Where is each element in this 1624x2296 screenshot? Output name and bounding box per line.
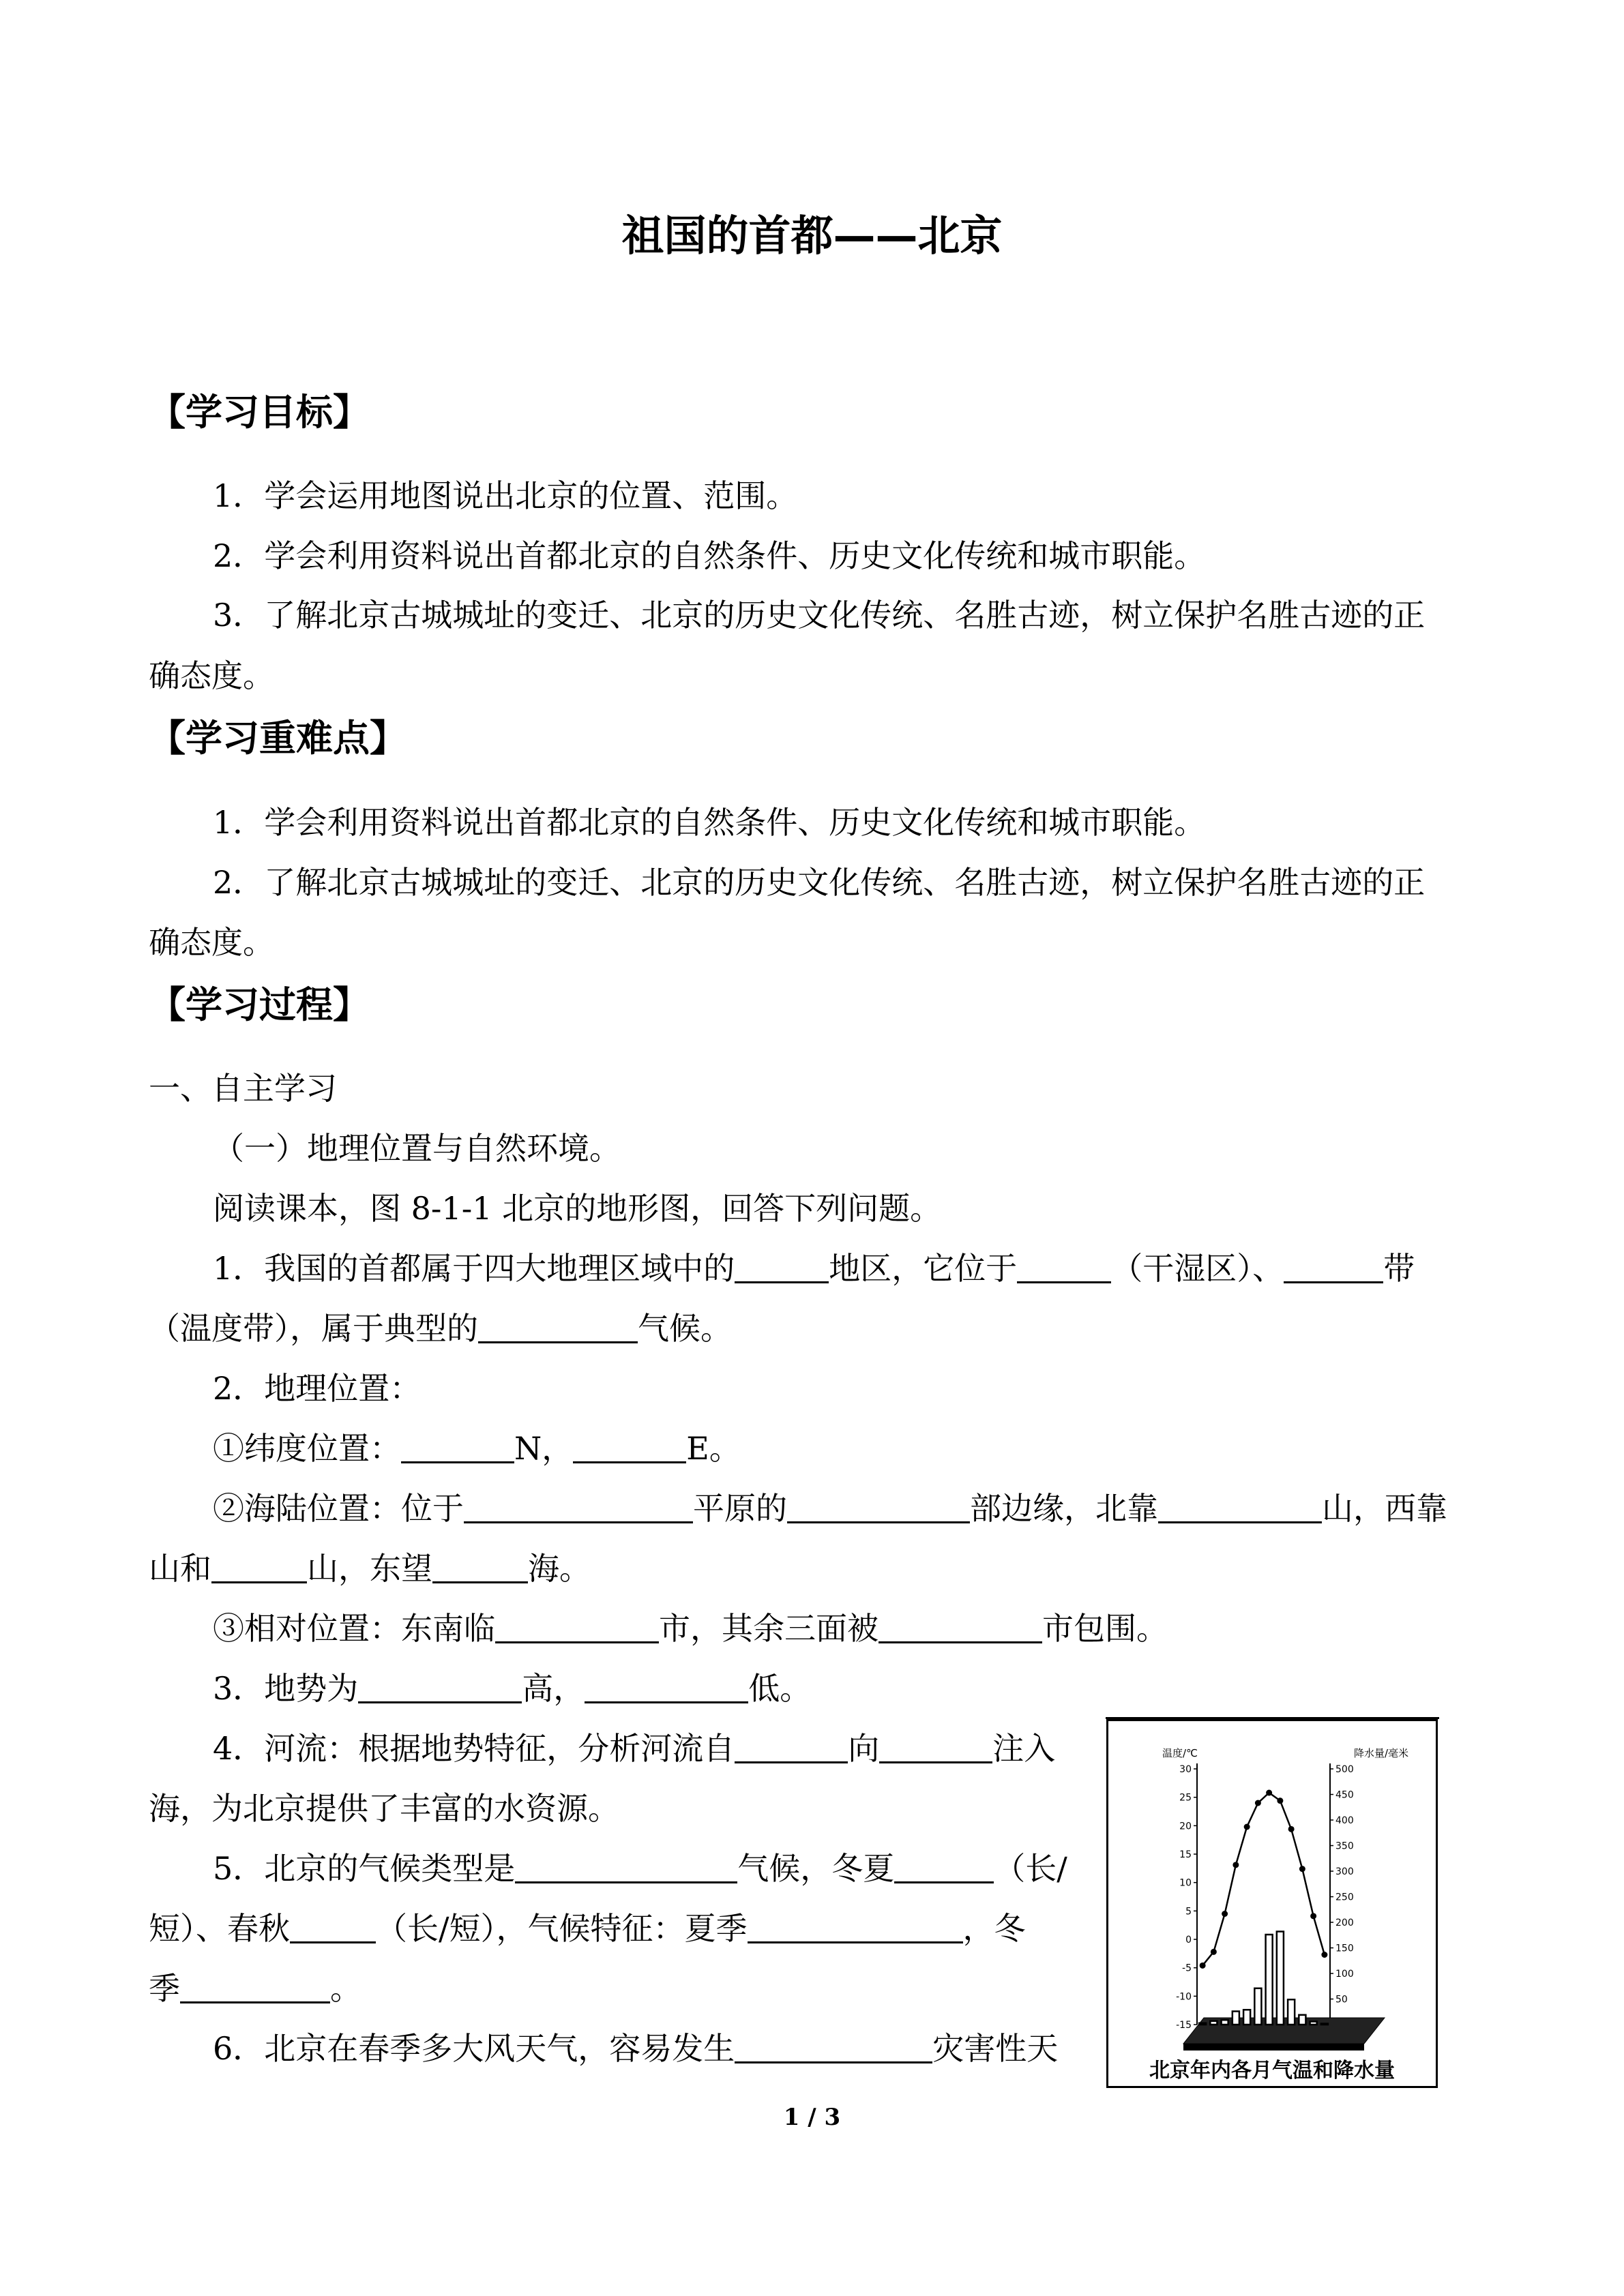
- sub-heading: （一）地理位置与自然环境。: [213, 1130, 621, 1167]
- reading-instruction: 阅读课本，图 8-1-1 北京的地形图，回答下列问题。: [213, 1190, 942, 1227]
- question-5-line1: 5．北京的气候类型是 气候，冬夏 （长/: [213, 1850, 1067, 1887]
- answer-blank[interactable]: [1158, 1491, 1322, 1523]
- answer-blank[interactable]: [478, 1311, 638, 1343]
- right-tick-label: 50: [1335, 1994, 1348, 2006]
- temperature-point: [1288, 1826, 1295, 1832]
- section-heading-process: 【学习过程】: [149, 983, 370, 1026]
- precipitation-bar: [1222, 2020, 1228, 2025]
- precipitation-bar: [1288, 1999, 1295, 2025]
- left-tick-label: 15: [1179, 1849, 1192, 1860]
- precipitation-bar: [1299, 2015, 1305, 2025]
- temperature-point: [1299, 1866, 1305, 1872]
- answer-blank[interactable]: [211, 1551, 307, 1583]
- temperature-point: [1310, 1913, 1316, 1919]
- answer-blank[interactable]: [358, 1671, 522, 1703]
- right-tick-label: 500: [1335, 1764, 1354, 1775]
- answer-blank[interactable]: [401, 1431, 514, 1463]
- precipitation-bar: [1199, 2023, 1206, 2025]
- chart-base-edge: [1183, 2044, 1364, 2051]
- left-tick-label: 20: [1179, 1821, 1192, 1832]
- part-heading: 一、自主学习: [149, 1070, 337, 1107]
- temperature-line: [1202, 1793, 1325, 1965]
- right-tick-label: 400: [1335, 1815, 1354, 1826]
- precipitation-bar: [1254, 1988, 1261, 2025]
- question-5-line2: 短）、春秋 （长/短），气候特征：夏季 ，冬: [149, 1910, 1026, 1947]
- question-4-line1: 4．河流：根据地势特征，分析河流自 向 注入: [213, 1730, 1056, 1767]
- question-1-line2: （温度带），属于典型的 气候。: [149, 1310, 732, 1347]
- left-tick-label: -10: [1176, 1991, 1192, 2003]
- question-2c: ③相对位置：东南临 市，其余三面被 市包围。: [213, 1610, 1168, 1647]
- question-5-line3: 季 。: [149, 1970, 361, 2007]
- key-point-item: 1．学会利用资料说出首都北京的自然条件、历史文化传统和城市职能。: [213, 804, 1206, 841]
- temperature-point: [1321, 1952, 1327, 1958]
- answer-blank[interactable]: [894, 1851, 994, 1883]
- answer-blank[interactable]: [735, 1731, 848, 1763]
- answer-blank[interactable]: [180, 1971, 330, 2003]
- answer-blank[interactable]: [464, 1491, 693, 1523]
- temperature-point: [1222, 1911, 1228, 1917]
- left-axis-label: 温度/℃: [1162, 1747, 1198, 1759]
- answer-blank[interactable]: [515, 1851, 737, 1883]
- precipitation-bar: [1277, 1932, 1284, 2025]
- precipitation-bar: [1310, 2022, 1317, 2025]
- answer-blank[interactable]: [1284, 1251, 1383, 1283]
- right-tick-label: 450: [1335, 1789, 1354, 1801]
- temperature-point: [1266, 1790, 1272, 1796]
- right-tick-label: 300: [1335, 1866, 1354, 1877]
- precipitation-bar: [1321, 2024, 1328, 2025]
- temperature-point: [1255, 1800, 1261, 1806]
- answer-blank[interactable]: [879, 1731, 992, 1763]
- temperature-point: [1200, 1963, 1206, 1969]
- answer-blank[interactable]: [585, 1671, 748, 1703]
- left-tick-label: 5: [1185, 1906, 1192, 1918]
- objective-item: 确态度。: [149, 657, 274, 694]
- precipitation-bar: [1210, 2021, 1217, 2025]
- left-tick-label: -5: [1182, 1963, 1192, 1974]
- question-6: 6．北京在春季多大风天气，容易发生 灾害性天: [213, 2030, 1059, 2067]
- answer-blank[interactable]: [495, 1611, 659, 1643]
- answer-blank[interactable]: [879, 1611, 1042, 1643]
- left-tick-label: 25: [1179, 1792, 1192, 1804]
- question-4-line2: 海，为北京提供了丰富的水资源。: [149, 1790, 619, 1827]
- right-tick-label: 350: [1335, 1840, 1354, 1852]
- section-heading-key-points: 【学习重难点】: [149, 717, 407, 760]
- objective-item: 2．学会利用资料说出首都北京的自然条件、历史文化传统和城市职能。: [213, 537, 1206, 574]
- left-tick-label: 0: [1185, 1935, 1192, 1945]
- figure-caption: 北京年内各月气温和降水量: [1149, 2059, 1395, 2083]
- left-tick-label: -15: [1176, 2020, 1192, 2031]
- right-tick-label: 200: [1335, 1918, 1354, 1928]
- question-2: 2．地理位置：: [213, 1370, 422, 1407]
- temperature-point: [1277, 1798, 1283, 1804]
- temperature-point: [1211, 1949, 1217, 1955]
- precipitation-bar: [1232, 2012, 1239, 2025]
- left-tick-label: 10: [1179, 1877, 1192, 1889]
- question-2b-line2: 山和 山，东望 海。: [149, 1550, 591, 1587]
- precipitation-bar: [1266, 1935, 1273, 2025]
- precipitation-bar: [1243, 2010, 1250, 2025]
- climate-chart: [1108, 1721, 1436, 2086]
- answer-blank[interactable]: [432, 1551, 528, 1583]
- right-tick-label: 250: [1335, 1892, 1354, 1903]
- temperature-point: [1232, 1862, 1239, 1868]
- objective-item: 1．学会运用地图说出北京的位置、范围。: [213, 477, 798, 514]
- key-point-item: 2．了解北京古城城址的变迁、北京的历史文化传统、名胜古迹，树立保护名胜古迹的正: [213, 864, 1426, 901]
- question-1-line1: 1．我国的首都属于四大地理区域中的 地区，它位于 （干湿区）、 带: [213, 1250, 1415, 1287]
- objective-item: 3．了解北京古城城址的变迁、北京的历史文化传统、名胜古迹，树立保护名胜古迹的正: [213, 597, 1426, 633]
- answer-blank[interactable]: [290, 1911, 376, 1943]
- answer-blank[interactable]: [1017, 1251, 1111, 1283]
- climate-figure: [1106, 1719, 1438, 2088]
- question-3: 3．地势为 高， 低。: [213, 1670, 812, 1707]
- section-heading-objectives: 【学习目标】: [149, 391, 370, 434]
- page-number: 1 / 3: [783, 2104, 841, 2131]
- answer-blank[interactable]: [573, 1431, 686, 1463]
- answer-blank[interactable]: [735, 1251, 829, 1283]
- right-tick-label: 150: [1335, 1943, 1354, 1954]
- right-tick-label: 100: [1335, 1969, 1354, 1980]
- answer-blank[interactable]: [735, 2031, 932, 2063]
- left-tick-label: 30: [1179, 1764, 1192, 1775]
- key-point-item: 确态度。: [149, 924, 274, 961]
- page-title: 祖国的首都——北京: [621, 211, 1003, 260]
- question-2a: ①纬度位置： N， E。: [213, 1430, 741, 1467]
- answer-blank[interactable]: [787, 1491, 970, 1523]
- right-axis-label: 降水量/毫米: [1353, 1747, 1409, 1759]
- answer-blank[interactable]: [748, 1911, 963, 1943]
- temperature-point: [1244, 1824, 1250, 1830]
- question-2b-line1: ②海陆位置：位于 平原的 部边缘，北靠 山，西靠: [213, 1490, 1447, 1527]
